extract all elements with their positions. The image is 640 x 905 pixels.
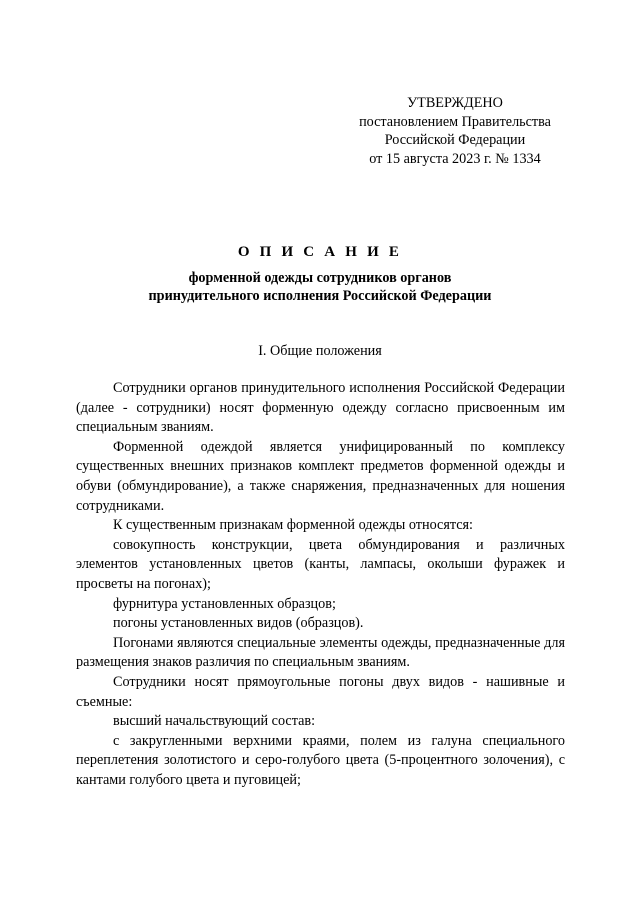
paragraph: с закругленными верхними краями, полем из галуна специального переплетения золотистого и серо-голубого цвета (5-процентного золочения), с кантами голубого цвета и пуговицей; (76, 732, 565, 788)
approval-date-line: от 15 августа 2023 г. № 1334 (369, 150, 541, 167)
paragraph: Погонами являются специальные элементы одежды, предназначенные для размещения знаков различия по специальным званиям. (76, 634, 565, 671)
paragraph: фурнитура установленных образцов; (113, 595, 336, 612)
paragraph: Форменной одеждой является унифицированный по комплексу существенных внешних признаков комплект предметов форменной одежды и обуви (обмундирование), а также снаряжения, предназначенных для ношения сотрудниками. (76, 438, 565, 514)
paragraph: К существенным признакам форменной одежды относятся: (113, 517, 473, 534)
document-title: О П И С А Н И Е (237, 244, 403, 260)
paragraph: высший начальствующий состав: (113, 713, 316, 730)
approval-line: Российской Федерации (384, 132, 526, 149)
paragraph: Сотрудники органов принудительного исполнения Российской Федерации (далее - сотрудники) носят форменную одежду согласно присвоенным им специальным званиям. (76, 380, 565, 436)
paragraph: Сотрудники носят прямоугольные погоны двух видов - нашивные и съемные: (76, 673, 565, 710)
section-heading: I. Общие положения (258, 343, 382, 359)
document-subtitle (0, 269, 640, 306)
subtitle-line: принудительного исполнения Российской Федерации (148, 288, 492, 305)
paragraph: совокупность конструкции, цвета обмундирования и различных элементов установленных цветов (канты, лампасы, околыши фуражек и просветы на погонах); (76, 536, 565, 592)
approval-line: постановлением Правительства (359, 113, 551, 130)
paragraph: погоны установленных видов (образцов). (113, 615, 364, 632)
subtitle-line: форменной одежды сотрудников органов (188, 270, 452, 286)
approval-heading: УТВЕРЖДЕНО (407, 95, 503, 111)
approval-block (340, 94, 570, 168)
section-body (76, 379, 565, 790)
